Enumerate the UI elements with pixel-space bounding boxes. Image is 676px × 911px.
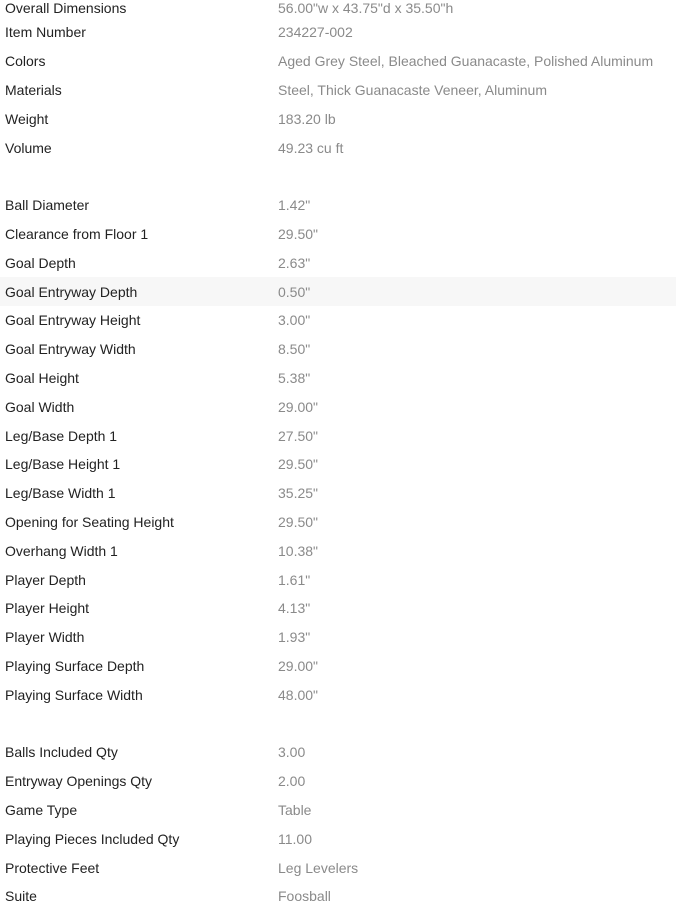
spec-value: 56.00"w x 43.75"d x 35.50"h xyxy=(278,0,454,16)
spec-label: Overall Dimensions xyxy=(5,0,127,16)
spec-value: 10.38" xyxy=(278,542,319,559)
spec-label: Volume xyxy=(5,139,52,156)
spec-group-game-details xyxy=(0,738,676,911)
spec-value: Aged Grey Steel, Bleached Guanacaste, Polished Aluminum xyxy=(278,53,654,70)
spec-row-goal-entryway-depth xyxy=(0,277,676,306)
spec-row-goal-width xyxy=(0,392,676,421)
spec-value: 27.50" xyxy=(278,427,319,444)
spec-label: Clearance from Floor 1 xyxy=(5,225,149,242)
spec-value: 48.00" xyxy=(278,686,319,703)
spec-value: 11.00 xyxy=(278,830,312,847)
spec-value: 35.25" xyxy=(278,485,319,502)
spec-row-leg-base-height xyxy=(0,450,676,479)
spec-row-player-height xyxy=(0,594,676,623)
spec-row-protective-feet xyxy=(0,853,676,882)
spec-label: Balls Included Qty xyxy=(5,744,118,761)
spec-row-item-number xyxy=(0,18,676,47)
spec-row-goal-depth xyxy=(0,248,676,277)
spec-label: Leg/Base Depth 1 xyxy=(5,427,118,444)
spec-row-player-depth xyxy=(0,565,676,594)
spec-label: Colors xyxy=(5,53,46,70)
spec-value: Leg Levelers xyxy=(278,859,359,876)
spec-label: Goal Entryway Width xyxy=(5,341,136,358)
spec-label: Goal Depth xyxy=(5,254,76,271)
spec-label: Weight xyxy=(5,110,49,127)
spec-label: Entryway Openings Qty xyxy=(5,773,153,790)
spec-label: Playing Surface Width xyxy=(5,686,143,703)
spec-row-suite xyxy=(0,882,676,911)
spec-value: Foosball xyxy=(278,888,331,905)
spec-row-ball-diameter xyxy=(0,191,676,220)
spec-value: 4.13" xyxy=(278,600,311,617)
spec-row-playing-surface-width xyxy=(0,680,676,709)
spec-label: Materials xyxy=(5,81,62,98)
spec-row-clearance-from-floor xyxy=(0,220,676,249)
spec-value: 8.50" xyxy=(278,341,311,358)
spec-value: 2.63" xyxy=(278,254,311,271)
spec-value: 1.42" xyxy=(278,197,311,214)
spec-value: 29.50" xyxy=(278,225,319,242)
spec-value: 234227-002 xyxy=(278,24,353,41)
spec-label: Item Number xyxy=(5,24,86,41)
spec-row-weight xyxy=(0,104,676,133)
spec-label: Player Depth xyxy=(5,571,86,588)
spec-label: Leg/Base Height 1 xyxy=(5,456,121,473)
spec-row-entryway-openings-qty xyxy=(0,767,676,796)
spec-value: 3.00 xyxy=(278,744,306,761)
spec-value: 1.93" xyxy=(278,629,311,646)
spec-label: Goal Entryway Depth xyxy=(5,283,138,300)
spec-label: Overhang Width 1 xyxy=(5,542,118,559)
spec-row-goal-height xyxy=(0,364,676,393)
spec-value: 0.50" xyxy=(278,283,311,300)
spec-row-overall-dimensions xyxy=(0,0,676,18)
spec-row-playing-pieces-included-qty xyxy=(0,824,676,853)
spec-value: Steel, Thick Guanacaste Veneer, Aluminum xyxy=(278,81,548,98)
spec-row-materials xyxy=(0,76,676,105)
spec-row-leg-base-depth xyxy=(0,421,676,450)
spec-label: Protective Feet xyxy=(5,859,100,876)
spec-row-player-width xyxy=(0,623,676,652)
spec-label: Playing Surface Depth xyxy=(5,657,145,674)
spec-group-dimensions xyxy=(0,191,676,709)
spec-label: Suite xyxy=(5,888,37,905)
spec-row-game-type xyxy=(0,796,676,825)
spec-label: Goal Height xyxy=(5,369,79,386)
spec-value: 183.20 lb xyxy=(278,110,336,127)
spec-label: Opening for Seating Height xyxy=(5,513,174,530)
spec-label: Ball Diameter xyxy=(5,197,90,214)
spec-value: 1.61" xyxy=(278,571,311,588)
spec-value: 29.00" xyxy=(278,398,319,415)
spec-row-playing-surface-depth xyxy=(0,652,676,681)
spec-value: 3.00" xyxy=(278,312,311,329)
spec-label: Goal Entryway Height xyxy=(5,312,141,329)
spec-value: 5.38" xyxy=(278,369,311,386)
spec-row-balls-included-qty xyxy=(0,738,676,767)
spec-row-goal-entryway-width xyxy=(0,335,676,364)
spec-row-leg-base-width xyxy=(0,479,676,508)
spec-label: Leg/Base Width 1 xyxy=(5,485,116,502)
spec-row-volume xyxy=(0,133,676,162)
spec-value: 29.00" xyxy=(278,657,319,674)
spec-row-goal-entryway-height xyxy=(0,306,676,335)
spec-value: 49.23 cu ft xyxy=(278,139,344,156)
spec-row-overhang-width xyxy=(0,536,676,565)
spec-row-colors xyxy=(0,47,676,76)
spec-value: 29.50" xyxy=(278,513,319,530)
spec-value: Table xyxy=(278,801,312,818)
spec-row-opening-for-seating-height xyxy=(0,508,676,537)
spec-label: Goal Width xyxy=(5,398,75,415)
spec-group-general xyxy=(0,0,676,162)
spec-label: Playing Pieces Included Qty xyxy=(5,830,180,847)
spec-value: 2.00 xyxy=(278,773,306,790)
spec-value: 29.50" xyxy=(278,456,319,473)
spec-label: Player Height xyxy=(5,600,90,617)
spec-label: Player Width xyxy=(5,629,85,646)
spec-label: Game Type xyxy=(5,801,78,818)
